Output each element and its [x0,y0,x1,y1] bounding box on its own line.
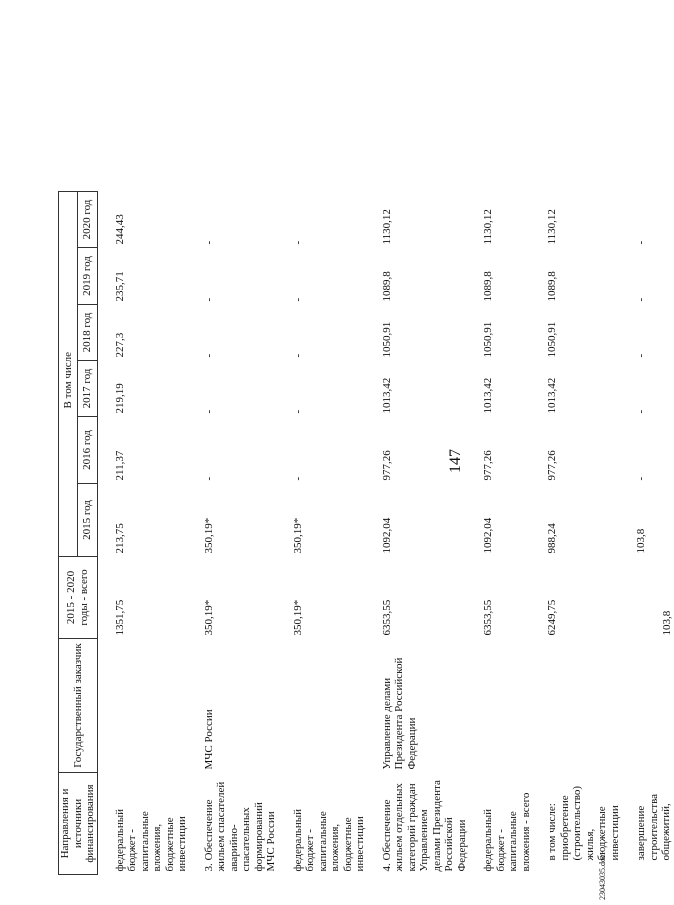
table-row [621,192,674,875]
page-number: 147 [447,449,464,473]
row-value-2019: 1089,8 [482,271,494,302]
row-value-2016: 977,26 [482,450,494,481]
row-total: 350,19* [202,599,215,636]
row-value-2016: - [635,476,647,481]
footer-filename: 23043035.doc [598,854,607,900]
row-customer: МЧС России [202,709,215,770]
header-customer: Государственный заказчик [59,639,98,773]
row-value-2020: - [635,240,647,245]
row-customer: Управление делами Президента Российской Федерации [380,657,418,770]
row-direction: 3. Обеспечение жильем спасателей аварийно-спасательных формирований МЧС России [202,781,277,872]
row-value-2017: 1013,42 [482,377,494,414]
header-year-2015: 2015 год [78,484,97,557]
row-value-2017: 1013,42 [380,377,393,414]
row-value-2016: - [291,476,304,481]
row-customer [468,639,532,773]
row-direction: федеральный бюджет - капитальные вложения, бюджетные инвестиции [113,809,188,872]
header-direction: Направления и источники финансирования [59,773,98,875]
row-value-2019: 235,71 [113,271,126,302]
header-year-2017: 2017 год [78,361,97,417]
row-value-2017: 1013,42 [546,377,558,414]
row-customer [621,639,674,773]
row-value-2016: 211,37 [113,450,126,481]
row-value-2018: - [635,353,647,358]
table-row [367,192,469,875]
row-value-2015: 988,24 [546,523,558,554]
table-row [97,192,189,875]
row-value-2015: 1092,04 [380,517,393,554]
row-total: 6353,55 [482,599,494,636]
row-value-2019: 1089,8 [380,271,393,302]
row-value-2019: - [291,297,304,302]
financing-table [58,191,674,875]
table-row [189,192,278,875]
row-value-2018: - [291,353,304,358]
row-total: 6249,75 [546,599,558,636]
table-row [532,192,621,875]
row-value-2018: 1050,91 [546,321,558,358]
row-value-2018: - [202,353,215,358]
row-value-2015: 213,75 [113,523,126,554]
header-year-2019: 2019 год [78,248,97,305]
row-direction: федеральный бюджет - капитальные вложения, бюджетные инвестиции [291,809,366,872]
row-value-2020: 1130,12 [380,209,393,245]
row-customer [278,639,367,773]
row-total: 6353,55 [380,599,393,636]
row-direction: в том числе: приобретение (строительство) жилья, бюджетные инвестиции [546,785,621,861]
row-value-2015: 350,19* [202,517,215,554]
row-value-2017: - [202,409,215,414]
row-value-2019: - [635,297,647,302]
row-direction: завершение строительства общежитий, [635,793,672,861]
row-value-2015: 103,8 [635,528,647,554]
table-row [278,192,367,875]
row-value-2020: - [202,240,215,245]
row-customer [532,639,621,773]
row-total: 103,8 [661,610,673,636]
header-year-2020: 2020 год [78,192,97,248]
row-value-2020: 1130,12 [546,209,558,245]
row-value-2018: 1050,91 [482,321,494,358]
row-value-2016: 977,26 [546,450,558,481]
header-total: 2015 - 2020 годы - всего [59,557,98,639]
row-customer [97,639,189,773]
row-value-2015: 350,19* [291,517,304,554]
header-year-2016: 2016 год [78,417,97,484]
row-value-2015: 1092,04 [482,517,494,554]
row-value-2016: 977,26 [380,450,393,481]
row-total: 1351,75 [113,599,126,636]
table-row [468,192,532,875]
row-value-2019: 1089,8 [546,271,558,302]
row-value-2017: 219,19 [113,383,126,414]
row-value-2020: 1130,12 [482,209,494,245]
row-total: 350,19* [291,599,304,636]
row-value-2018: 227,3 [113,332,126,358]
row-value-2017: - [635,409,647,414]
row-value-2017: - [291,409,304,414]
header-year-2018: 2018 год [78,305,97,361]
row-direction: 4. Обеспечение жильем отдельных категорий граждан Управлением делами Президента Российской Федерации [380,780,468,872]
row-value-2016: - [202,476,215,481]
row-value-2018: 1050,91 [380,321,393,358]
row-value-2019: - [202,297,215,302]
row-value-2020: - [291,240,304,245]
header-in-that: В том числе [59,192,78,557]
row-value-2020: 244,43 [113,214,126,245]
row-direction: федеральный бюджет - капитальные вложения - всего [482,792,532,872]
